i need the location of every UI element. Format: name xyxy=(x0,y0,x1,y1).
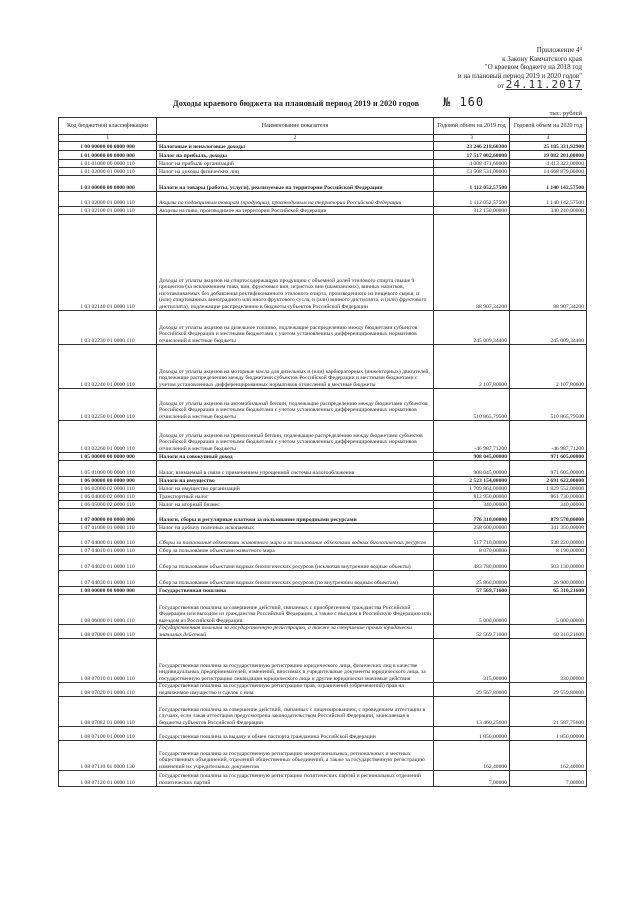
row-value-2019: 776 310,00000 xyxy=(434,509,510,524)
table-row xyxy=(59,160,587,168)
row-name: Государственная пошлина за выдачу и обмен паспорта гражданина Российской Федерации xyxy=(157,727,434,741)
column-number: 1 xyxy=(59,135,157,142)
row-value-2020: 971 605,00000 xyxy=(510,461,587,477)
row-value-2019: 13 460,25600 xyxy=(434,697,510,727)
row-value-2019: 908 045,00000 xyxy=(434,461,510,477)
date-prefix: от xyxy=(497,82,505,91)
column-number: 2 xyxy=(157,135,434,142)
document-date: 24.11.2017 xyxy=(505,78,582,92)
row-value-2020: 88 907,34200 xyxy=(510,215,587,311)
row-code: 1 07 04020 01 0000 110 xyxy=(59,555,157,571)
row-value-2019: 510 865,79500 xyxy=(434,389,510,421)
table-row xyxy=(59,421,587,453)
row-value-2019: 52 569,71600 xyxy=(434,625,510,639)
row-value-2020: 879 570,00000 xyxy=(510,509,587,524)
table-row xyxy=(59,461,587,477)
row-name: Государственная пошлина xyxy=(157,587,434,595)
document-header xyxy=(458,46,582,91)
row-value-2020: 60 310,21600 xyxy=(510,625,587,639)
row-value-2019: 57 569,71600 xyxy=(434,587,510,595)
row-code: 1 03 02100 01 0000 110 xyxy=(59,207,157,215)
row-value-2019: 4 008 471,60000 xyxy=(434,160,510,168)
row-name: Акцизы на пиво, производимое на территории Российской Федерации xyxy=(157,207,434,215)
row-name: Доходы от уплаты акцизов на моторные масла для дизельных и (или) карбюраторных (инжекторных) двигателей, подлежащие распределению между бюджетами субъектов Российской Федерации и местными бюджетами с учетом установленных дифференцированных нормативов отчислений в местные бюджеты xyxy=(157,345,434,389)
table-row xyxy=(59,168,587,176)
row-value-2019: 258 600,00000 xyxy=(434,524,510,532)
appendix-label: Приложение 4⁴ xyxy=(536,46,582,54)
row-name: Сбор за пользование объектами животного мира xyxy=(157,547,434,555)
row-code: 1 06 00000 00 0000 000 xyxy=(59,477,157,485)
document-number: № 160 xyxy=(443,95,485,109)
row-value-2019: 1 850,00000 xyxy=(434,727,510,741)
row-value-2019: 517 710,00000 xyxy=(434,532,510,547)
row-name: Государственная пошлина за совершение действий, связанных с лицензированием, с проведением аттестации в случаях, если такая аттестация предусмотрена законодательством Российской Федерации, зачисляемая в бюджеты субъектов Российской Федерации xyxy=(157,697,434,727)
row-code: 1 03 02140 01 0000 110 xyxy=(59,215,157,311)
row-value-2020: 19 082 201,00000 xyxy=(510,151,587,160)
column-header-name: Наименование показателя xyxy=(157,118,434,135)
table-row xyxy=(59,697,587,727)
table-row xyxy=(59,524,587,532)
table-row xyxy=(59,547,587,555)
row-code: 1 06 05000 02 0000 110 xyxy=(59,501,157,509)
row-value-2019: 8 070,00000 xyxy=(434,547,510,555)
row-code: 1 05 01000 00 0000 110 xyxy=(59,461,157,477)
row-value-2020: 2 691 622,00000 xyxy=(510,477,587,485)
row-name: Доходы от уплаты акцизов на спиртосодержащую продукцию с объемной долей этилового спирта свыше 9 процентов (за исключением пива, вин, фруктовых вин, игристых вин (шампанских), винных напитков, изготавливаемых без добавления ректификованного этилового спирта, произведенного из пищевого сырья, и (или) спиртованных виноградного или иного фруктового сусла, и (или) винного дистиллята, и (или) фруктового дистиллята), подлежащие распределению в бюджеты субъектов Российской Федерации xyxy=(157,215,434,311)
table-row xyxy=(59,142,587,151)
row-value-2020: 510 865,79500 xyxy=(510,389,587,421)
row-value-2020: 1 850,00000 xyxy=(510,727,587,741)
table-row xyxy=(59,493,587,501)
table-row xyxy=(59,192,587,207)
row-name: Налог на добычу полезных ископаемых xyxy=(157,524,434,532)
row-name: Налог на прибыль, доходы xyxy=(157,151,434,160)
table-row xyxy=(59,587,587,595)
row-code: 1 01 02000 01 0000 110 xyxy=(59,168,157,176)
row-value-2019: 29 567,80000 xyxy=(434,683,510,697)
row-value-2020: 26 900,00000 xyxy=(510,571,587,587)
units-label: тыс. рублей xyxy=(549,110,582,117)
row-code: 1 08 06000 01 0000 110 xyxy=(59,595,157,625)
revenue-table xyxy=(58,117,587,787)
row-value-2020: 21 587,75600 xyxy=(510,697,587,727)
row-value-2019: 162,40000 xyxy=(434,741,510,771)
table-row xyxy=(59,771,587,787)
row-code: 1 03 02230 01 0000 110 xyxy=(59,311,157,345)
row-code: 1 07 04010 01 0000 110 xyxy=(59,547,157,555)
row-code: 1 08 07100 01 0000 110 xyxy=(59,727,157,741)
table-row xyxy=(59,625,587,639)
row-value-2020: 7,00000 xyxy=(510,771,587,787)
row-value-2019: 483 780,00000 xyxy=(434,555,510,571)
table-row xyxy=(59,389,587,421)
row-value-2019: 25 860,00000 xyxy=(434,571,510,587)
table-row xyxy=(59,207,587,215)
column-number: 3 xyxy=(434,135,510,142)
row-value-2019: 7,00000 xyxy=(434,771,510,787)
table-row xyxy=(59,509,587,524)
row-code: 1 07 04030 01 0000 110 xyxy=(59,571,157,587)
row-value-2020: 503 130,00000 xyxy=(510,555,587,571)
row-code: 1 07 01000 01 0000 110 xyxy=(59,524,157,532)
row-name: Доходы от уплаты акцизов на автомобильный бензин, подлежащие распределению между бюджетами субъектов Российской Федерации и местными бюджетами с учетом установленных дифференцированных нормативов отчислений в местные бюджеты xyxy=(157,389,434,421)
row-value-2020: 4 413 322,00000 xyxy=(510,160,587,168)
row-name: Налог на имущество организаций xyxy=(157,485,434,493)
law-title-line-1: "О краевом бюджете на 2018 год xyxy=(484,63,582,72)
row-name: Налог на прибыль организаций xyxy=(157,160,434,168)
row-value-2019: 1 112 052,57500 xyxy=(434,176,510,192)
row-code: 1 06 04000 02 0000 110 xyxy=(59,493,157,501)
row-name: Государственная пошлина за государственную регистрацию политических партий и региональных отделений политических партий xyxy=(157,771,434,787)
table-row xyxy=(59,639,587,683)
row-code: 1 03 02000 01 0000 110 xyxy=(59,192,157,207)
row-value-2020: 5 000,00000 xyxy=(510,595,587,625)
row-value-2020: 1 829 552,00000 xyxy=(510,485,587,493)
row-name: Налог на доходы физических лиц xyxy=(157,168,434,176)
row-code: 1 03 02240 01 0000 110 xyxy=(59,345,157,389)
row-value-2020: 1 140 142,57500 xyxy=(510,192,587,207)
row-value-2019: 2 107,80600 xyxy=(434,345,510,389)
row-value-2020: 971 605,00000 xyxy=(510,453,587,461)
table-row xyxy=(59,477,587,485)
law-title-line-2: и на плановый период 2019 и 2020 годов" xyxy=(457,71,582,80)
row-value-2020: 245 009,34400 xyxy=(510,311,587,345)
row-name: Государственная пошлина за государственную регистрацию юридического лица, физических лиц в качестве индивидуальных предпринимателей, изменений, вносимых в учредительные документы юридического лица, за государственную регистрацию ликвидации юридического лица и другие юридически значимые действия xyxy=(157,639,434,683)
row-name: Налог, взимаемый в связи с применением упрощенной системы налогообложения xyxy=(157,461,434,477)
table-row xyxy=(59,453,587,461)
row-code: 1 01 01000 00 0000 110 xyxy=(59,160,157,168)
row-code: 1 08 07010 01 0000 110 xyxy=(59,639,157,683)
table-row xyxy=(59,311,587,345)
row-value-2019: 340,00000 xyxy=(434,501,510,509)
row-value-2020: 861 730,00000 xyxy=(510,493,587,501)
row-code: 1 03 00000 00 0000 000 xyxy=(59,176,157,192)
column-header-2020: Годовой объем на 2020 год xyxy=(510,118,587,135)
table-row xyxy=(59,727,587,741)
row-code: 1 08 07110 01 0000 130 xyxy=(59,741,157,771)
table-row xyxy=(59,176,587,192)
row-name: Государственная пошлина за совершение действий, связанных с приобретением гражданства Российской Федерации или выходом из гражданства Российской Федерации, а также с въездом в Российскую Федерацию или выездом из Российской Федерации xyxy=(157,595,434,625)
row-value-2020: 1 140 142,57500 xyxy=(510,176,587,192)
row-value-2020: 538 220,00000 xyxy=(510,532,587,547)
table-row xyxy=(59,151,587,160)
row-name: Налоги на товары (работы, услуги), реализуемые на территории Российской Федерации xyxy=(157,176,434,192)
row-value-2020: -46 987,71200 xyxy=(510,421,587,453)
row-name: Налог на игорный бизнес xyxy=(157,501,434,509)
row-value-2020: 8 190,00000 xyxy=(510,547,587,555)
row-name: Сбор за пользование объектами водных биологических ресурсов (исключая внутренние водные объекты) xyxy=(157,555,434,571)
row-value-2020: 162,40000 xyxy=(510,741,587,771)
row-value-2020: 330,00000 xyxy=(510,639,587,683)
row-name: Государственная пошлина за государственную регистрацию, а также за совершение прочих юридически значимых действий xyxy=(157,625,434,639)
row-name: Транспортный налог xyxy=(157,493,434,501)
row-name: Налоги, сборы и регулярные платежи за пользование природными ресурсами xyxy=(157,509,434,524)
date-line xyxy=(458,78,582,92)
row-value-2020: 2 107,80600 xyxy=(510,345,587,389)
row-name: Доходы от уплаты акцизов на прямогонный бензин, подлежащие распределению между бюджетами субъектов Российской Федерации и местными бюджетами с учетом установленных дифференцированных нормативов отчислений в местные бюджеты xyxy=(157,421,434,453)
table-row xyxy=(59,595,587,625)
table-row xyxy=(59,501,587,509)
row-value-2020: 65 310,21600 xyxy=(510,587,587,595)
row-name: Доходы от уплаты акцизов на дизельное топливо, подлежащие распределению между бюджетами субъектов Российской Федерации и местными бюджетами с учетом установленных дифференцированных нормативов отчислений в местные бюджеты xyxy=(157,311,434,345)
row-value-2019: 13 508 531,00000 xyxy=(434,168,510,176)
row-value-2020: 25 185 331,92900 xyxy=(510,142,587,151)
table-row xyxy=(59,683,587,697)
row-code: 1 05 00000 00 0000 000 xyxy=(59,453,157,461)
row-code: 1 00 00000 00 0000 000 xyxy=(59,142,157,151)
row-value-2019: 812 950,00000 xyxy=(434,493,510,501)
row-name: Налоги на имущество xyxy=(157,477,434,485)
table-row xyxy=(59,215,587,311)
row-value-2020: 340,00000 xyxy=(510,501,587,509)
row-value-2019: 88 907,34200 xyxy=(434,215,510,311)
row-value-2020: 29 559,80000 xyxy=(510,683,587,697)
row-name: Сборы за пользование объектами животного мира и за пользование объектами водных биологических ресурсов xyxy=(157,532,434,547)
table-row xyxy=(59,741,587,771)
table-row xyxy=(59,571,587,587)
row-code: 1 08 07020 01 0000 110 xyxy=(59,683,157,697)
row-value-2019: 23 246 218,60300 xyxy=(434,142,510,151)
table-row xyxy=(59,485,587,493)
row-value-2019: 908 045,00000 xyxy=(434,453,510,461)
row-name: Сбор за пользование объектами водных биологических ресурсов (по внутренним водным объектам) xyxy=(157,571,434,587)
row-value-2019: 17 517 002,60000 xyxy=(434,151,510,160)
row-value-2020: 341 350,00000 xyxy=(510,524,587,532)
row-value-2019: -46 987,71200 xyxy=(434,421,510,453)
row-value-2019: 1 709 864,00000 xyxy=(434,485,510,493)
row-value-2019: 5 000,00000 xyxy=(434,595,510,625)
table-row xyxy=(59,345,587,389)
column-header-code: Код бюджетной классификации xyxy=(59,118,157,135)
row-code: 1 08 07000 01 0000 110 xyxy=(59,625,157,639)
table-row xyxy=(59,532,587,547)
table-body xyxy=(59,142,587,787)
row-code: 1 08 07082 01 0000 110 xyxy=(59,697,157,727)
row-name: Государственная пошлина за государственную регистрацию межрегиональных, региональных и местных общественных объединений, отделений общественных объединений, а также за государственную регистрацию изменений их учредительных документов xyxy=(157,741,434,771)
row-code: 1 06 02000 02 0000 110 xyxy=(59,485,157,493)
row-name: Налоги на совокупный доход xyxy=(157,453,434,461)
row-code: 1 07 00000 00 0000 000 xyxy=(59,509,157,524)
row-code: 1 03 02260 01 0000 110 xyxy=(59,421,157,453)
row-name: Государственная пошлина за государственную регистрацию прав, ограничений (обременений) прав на недвижимое имущество и сделок с ним xyxy=(157,683,434,697)
row-value-2019: 315,00000 xyxy=(434,639,510,683)
table-row xyxy=(59,555,587,571)
row-code: 1 08 07120 01 0000 110 xyxy=(59,771,157,787)
row-code: 1 03 02250 01 0000 110 xyxy=(59,389,157,421)
row-value-2019: 1 112 052,57500 xyxy=(434,192,510,207)
column-number: 4 xyxy=(510,135,587,142)
page-title: Доходы краевого бюджета на плановый период 2019 и 2020 годов xyxy=(173,99,420,108)
law-reference: к Закону Камчатского края xyxy=(502,54,582,63)
row-value-2020: 340 240,00000 xyxy=(510,207,587,215)
row-value-2019: 245 009,34400 xyxy=(434,311,510,345)
row-code: 1 07 04000 01 0000 110 xyxy=(59,532,157,547)
row-code: 1 01 00000 00 0000 000 xyxy=(59,151,157,160)
row-value-2019: 2 523 154,00000 xyxy=(434,477,510,485)
row-code: 1 08 00000 00 0000 000 xyxy=(59,587,157,595)
row-name: Акцизы по подакцизным товарам (продукции), производимым на территории Российской Федерации xyxy=(157,192,434,207)
row-value-2019: 312 150,00000 xyxy=(434,207,510,215)
row-name: Налоговые и неналоговые доходы xyxy=(157,142,434,151)
row-value-2020: 14 668 879,00000 xyxy=(510,168,587,176)
column-header-2019: Годовой объем на 2019 год xyxy=(434,118,510,135)
